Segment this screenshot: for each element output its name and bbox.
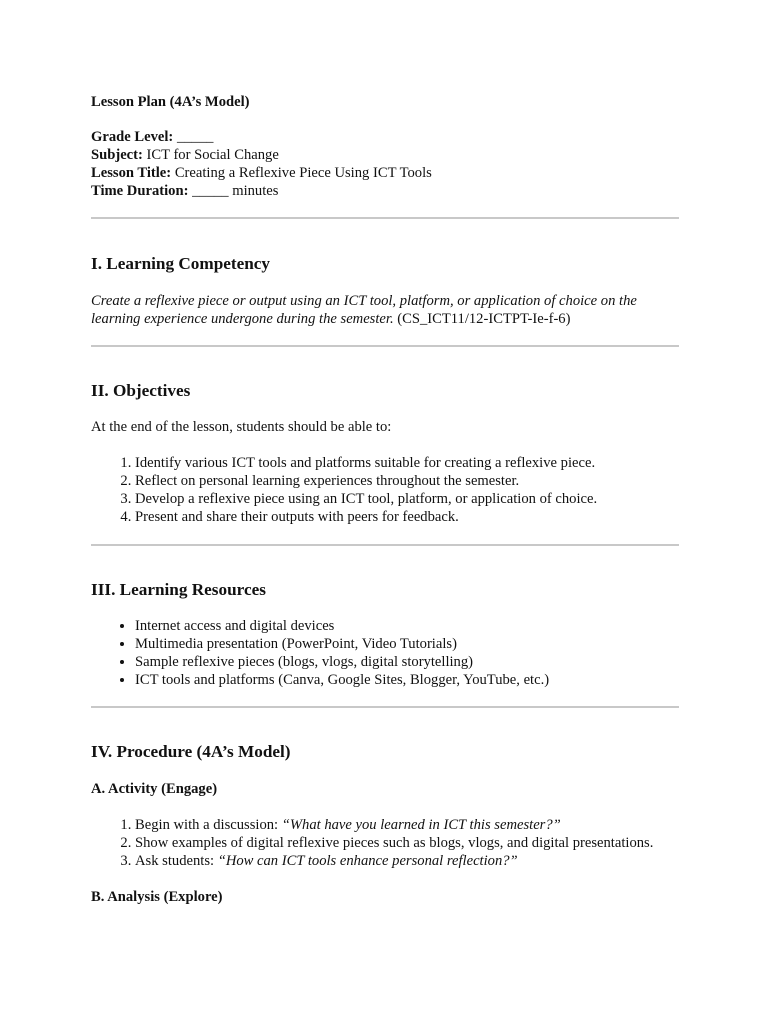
lesson-title-line	[91, 164, 679, 182]
list-item: • Internet access and digital devices	[135, 617, 679, 635]
activity-item-3-prefix: Ask students:	[135, 853, 218, 869]
procedure-heading: IV. Procedure (4A’s Model)	[91, 742, 291, 761]
list-item: 2. Show examples of digital reflexive pieces such as blogs, vlogs, and digital presentations.	[135, 834, 679, 852]
subject-value: ICT for Social Change	[146, 147, 279, 163]
section-divider	[91, 544, 679, 546]
section-divider	[91, 706, 679, 708]
activity-list	[91, 816, 679, 870]
lesson-title-value: Creating a Reflexive Piece Using ICT Tools	[174, 165, 432, 181]
section-divider	[91, 345, 679, 347]
learning-competency-text	[91, 292, 679, 328]
list-item: 4. Present and share their outputs with peers for feedback.	[135, 508, 679, 526]
list-item: • Multimedia presentation (PowerPoint, Video Tutorials)	[135, 635, 679, 653]
activity-item-1-prefix: Begin with a discussion:	[135, 817, 282, 833]
list-item: 1. Identify various ICT tools and platforms suitable for creating a reflexive piece.	[135, 454, 679, 472]
time-duration-value: _____ minutes	[192, 183, 279, 199]
resources-list	[91, 617, 679, 689]
competency-line-1: Create a reflexive piece or output using an ICT tool, platform, or application of choice on the	[91, 293, 637, 309]
list-item	[135, 816, 679, 834]
grade-level-value: _____	[176, 129, 214, 145]
objectives-list	[91, 454, 679, 526]
list-item: 3. Develop a reflexive piece using an ICT tool, platform, or application of choice.	[135, 490, 679, 508]
learning-resources-heading: III. Learning Resources	[91, 580, 266, 599]
activity-item-1-quote: “What have you learned in ICT this semester?”	[281, 817, 561, 833]
competency-code: (CS_ICT11/12-ICTPT-Ie-f-6)	[393, 311, 571, 327]
grade-level-label: Grade Level:	[91, 129, 174, 145]
list-item: • ICT tools and platforms (Canva, Google Sites, Blogger, YouTube, etc.)	[135, 671, 679, 689]
competency-line-2: learning experience undergone during the semester.	[91, 311, 394, 327]
lesson-title-label: Lesson Title:	[91, 165, 172, 181]
time-duration-label: Time Duration:	[91, 183, 189, 199]
subject-label: Subject:	[91, 147, 143, 163]
learning-competency-heading: I. Learning Competency	[91, 254, 271, 273]
lesson-meta	[91, 128, 679, 200]
list-item: 2. Reflect on personal learning experiences throughout the semester.	[135, 472, 679, 490]
objectives-heading: II. Objectives	[91, 381, 191, 400]
analysis-heading: B. Analysis (Explore)	[91, 889, 223, 905]
list-item: • Sample reflexive pieces (blogs, vlogs, digital storytelling)	[135, 653, 679, 671]
section-divider	[91, 217, 679, 219]
subject-line	[91, 146, 679, 164]
list-item	[135, 852, 679, 870]
activity-heading: A. Activity (Engage)	[91, 781, 218, 797]
grade-level-line	[91, 128, 679, 146]
time-duration-line	[91, 182, 679, 200]
objectives-intro: At the end of the lesson, students should be able to:	[91, 419, 392, 435]
document-page	[91, 93, 679, 906]
document-title: Lesson Plan (4A’s Model)	[91, 94, 250, 110]
activity-item-3-quote: “How can ICT tools enhance personal reflection?”	[217, 853, 518, 869]
